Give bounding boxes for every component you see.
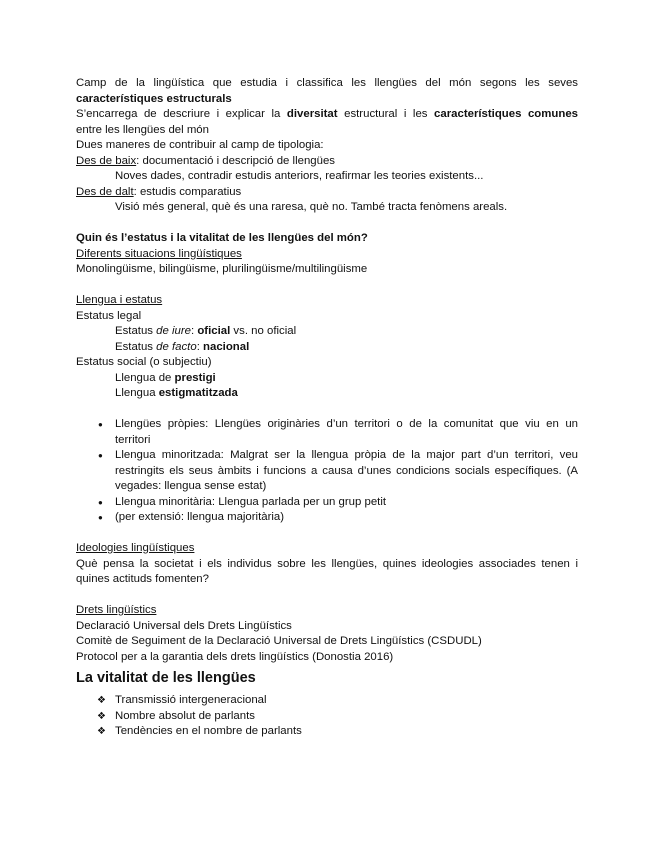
italic-text: de facto — [156, 340, 197, 353]
intro-line-5: Dues maneres de contribuir al camp de tipologia: — [76, 139, 324, 151]
question-text: Quin és l’estatus i la vitalitat de les llengües del món? — [76, 232, 368, 244]
drets-heading — [76, 603, 578, 619]
list-item-line: ● Llengües pròpies: Llengües originàries d’un territori o de la comunitat que viu en un — [115, 418, 578, 430]
drets-line-1: Declaració Universal dels Drets Lingüístics — [76, 619, 292, 632]
list-item — [76, 448, 578, 495]
ideologies-line-2: quines actituds fomenten? — [76, 573, 209, 585]
list-item-line: vegades: llengua sense estat) — [115, 480, 267, 492]
list-item: ❖ Tendències en el nombre de parlants — [76, 724, 578, 740]
italic-text: de iure — [156, 325, 191, 337]
drets-line-2: Comitè de Seguiment de la Declaració Universal de Drets Lingüístics (CSDUDL) — [76, 635, 482, 647]
list-item: ❖ Transmissió intergeneracional — [76, 693, 578, 709]
text-span: Estatus — [115, 325, 157, 337]
text-span: Llengua de — [115, 371, 175, 384]
text-span: : documentació i descripció de llengües — [136, 154, 335, 167]
intro-line-3 — [76, 107, 578, 123]
estatus-legal: Estatus legal — [76, 309, 142, 322]
ideologies-heading — [76, 541, 578, 557]
des-de-dalt-detail: Visió més general, què és una raresa, què no. També tracta fenòmens areals. — [115, 201, 508, 213]
text-span: Estatus — [115, 340, 157, 353]
list-item: ● (per extensió: llengua majoritària) — [76, 510, 578, 526]
text-span: vs. no oficial — [230, 325, 297, 337]
llengua-estigmatitzada — [76, 386, 578, 402]
llengua-estatus-heading — [76, 293, 578, 309]
bold-text: prestigi — [174, 371, 216, 384]
list-item: ❖ Nombre absolut de parlants — [76, 709, 578, 725]
llengua-prestigi — [76, 371, 578, 387]
drets-line-3: Protocol per a la garantia dels drets lingüístics (Donostia 2016) — [76, 650, 394, 663]
intro-line-4: entre les llengües del món — [76, 123, 209, 136]
situacions-text: Monolingüisme, bilingüisme, plurilingüisme/multilingüisme — [76, 263, 368, 275]
list-item: ● Llengua minoritària: Llengua parlada per un grup petit — [76, 495, 578, 511]
bold-text: estigmatitzada — [158, 387, 238, 399]
bold-text: característiques estructurals — [76, 92, 232, 105]
text-span: : — [196, 340, 204, 353]
intro-line-2 — [76, 92, 578, 108]
list-item-line: restringits els seus àmbits i funcions a causa d’unes condicions socials específiques. (A — [115, 464, 578, 477]
heading-text: Drets lingüístics — [76, 604, 157, 616]
text-span: S’encarrega de descriure i explicar la — [76, 108, 287, 120]
estatus-social: Estatus social (o subjectiu) — [76, 356, 212, 368]
des-de-baix-detail: Noves dades, contradir estudis anteriors, reafirmar les teories existents... — [115, 170, 484, 182]
document-content — [76, 76, 578, 740]
bold-text: oficial — [197, 325, 231, 337]
bold-text: nacional — [203, 340, 250, 353]
list-item — [76, 417, 578, 448]
text-span: : estudis comparatius — [133, 185, 242, 198]
des-de-dalt-line — [76, 185, 578, 201]
estatus-de-facto — [76, 340, 578, 356]
estatus-question — [76, 231, 578, 247]
intro-line-1: Camp de la lingüística que estudia i classifica les llengües del món segons les seves — [76, 77, 578, 89]
situacions-heading — [76, 247, 578, 263]
bold-text: diversitat — [286, 108, 338, 120]
vitalitat-heading: La vitalitat de les llengües — [76, 670, 256, 686]
text-span: Llengua — [115, 387, 159, 399]
estatus-de-iure — [76, 324, 578, 340]
des-de-baix-label: Des de baix — [76, 154, 137, 167]
text-span: : — [191, 325, 198, 337]
vitalitat-list — [76, 693, 578, 740]
heading-text: Ideologies lingüístiques — [76, 542, 195, 554]
heading-text: Llengua i estatus — [76, 294, 163, 306]
bold-text: característiques comunes — [434, 108, 578, 120]
des-de-baix-line — [76, 154, 578, 170]
list-item-line: territori — [115, 433, 151, 446]
ideologies-line-1: Què pensa la societat i els individus sobre les llengües, quines ideologies associades tenen i — [76, 557, 578, 570]
list-item-line: ● Llengua minoritzada: Malgrat ser la llengua pròpia de la major part d’un territori, veu — [115, 449, 578, 461]
des-de-dalt-label: Des de dalt — [76, 185, 134, 198]
heading-text: Diferents situacions lingüístiques — [76, 247, 242, 260]
text-span: estructural i les — [337, 108, 435, 120]
bullet-list — [76, 417, 578, 526]
